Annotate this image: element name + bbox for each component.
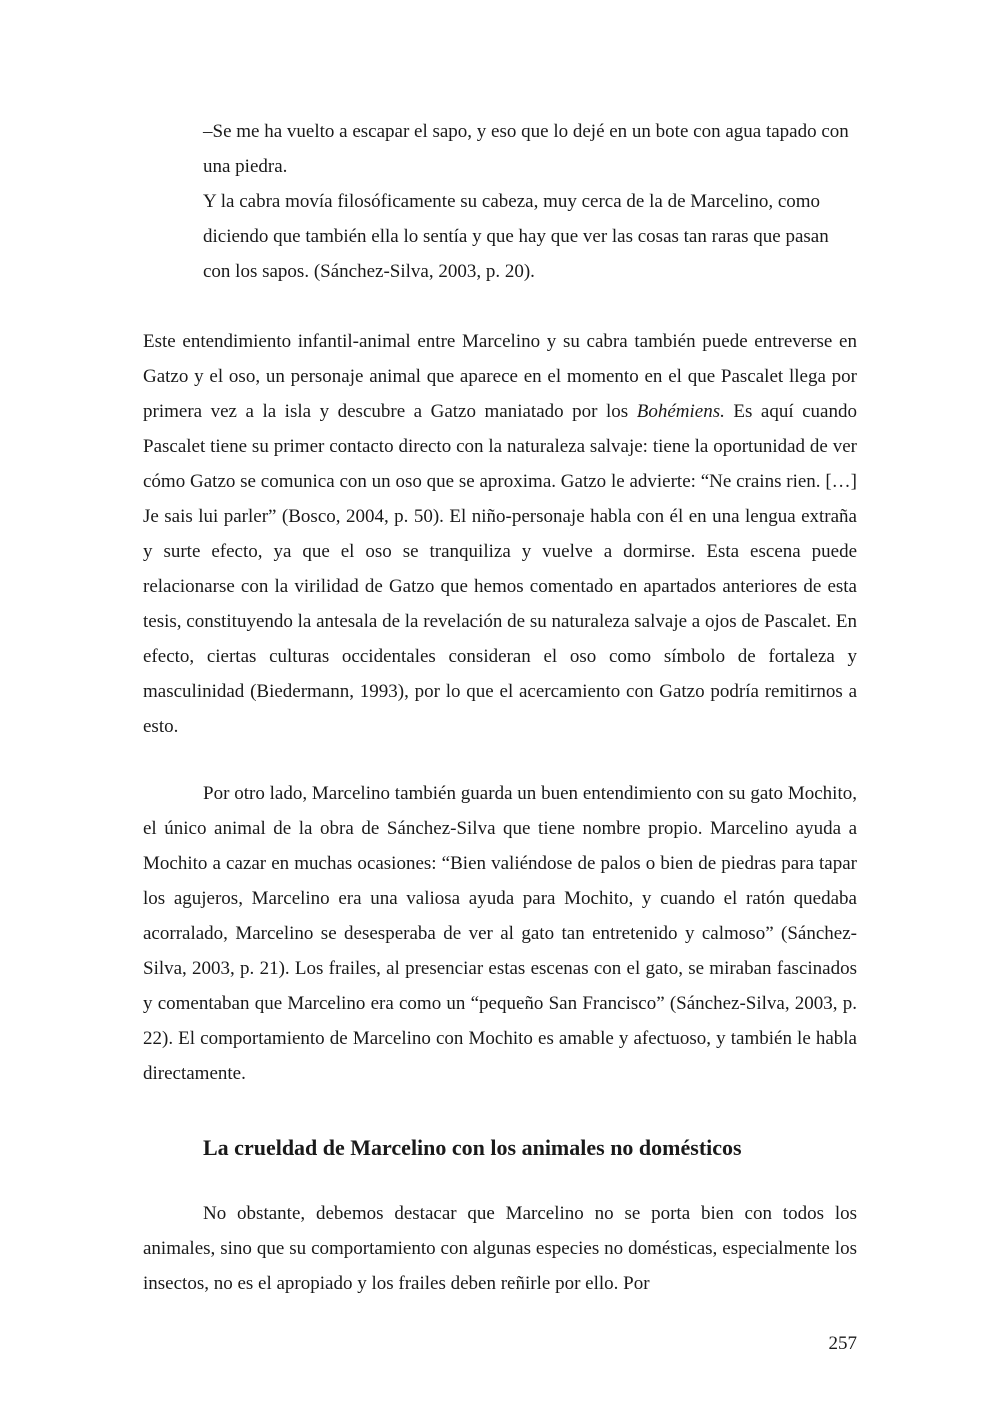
paragraph-gatzo-oso xyxy=(143,324,857,744)
paragraph-1-text-a: Este entendimiento infantil-animal entre Marcelino y su cabra también puede entreverse en Gatzo y el oso, un personaje animal que aparece en el momento en el que Pascalet llega por primera vez a la isla y descubre a Gatzo maniatado por los xyxy=(143,331,857,422)
italic-bohemiens: Bohémiens. xyxy=(636,401,725,422)
page-number: 257 xyxy=(828,1333,857,1354)
quote-line-dialogue: –Se me ha vuelto a escapar el sapo, y eso que lo dejé en un bote con agua tapado con una piedra. xyxy=(203,121,849,177)
section-heading: La crueldad de Marcelino con los animales no domésticos xyxy=(203,1135,742,1160)
paragraph-1-text-b: Es aquí cuando Pascalet tiene su primer contacto directo con la naturaleza salvaje: tiene la oportunidad de ver cómo Gatzo se comunica con un oso que se aproxima. Gatzo le advierte: “Ne crains rien. […] Je sais lui parler” (Bosco, 2004, p. 50). El niño-personaje habla con él en una lengua extraña y surte efecto, ya que el oso se tranquiliza y vuelve a dormirse. Esta escena puede relacionarse con la virilidad de Gatzo que hemos comentado en apartados anteriores de esta tesis, constituyendo la antesala de la revelación de su naturaleza salvaje a ojos de Pascalet. En efecto, ciertas culturas occidentales consideran el oso como símbolo de fortaleza y masculinidad (Biedermann, 1993), por lo que el acercamiento con Gatzo podría remitirnos a esto. xyxy=(143,401,857,737)
paragraph-insectos: No obstante, debemos destacar que Marcelino no se porta bien con todos los animales, sino que su comportamiento con algunas especies no domésticas, especialmente los insectos, no es el apropiado y los frailes deben reñirle por ello. Por xyxy=(143,1203,857,1294)
paragraph-mochito: Por otro lado, Marcelino también guarda un buen entendimiento con su gato Mochito, el único animal de la obra de Sánchez-Silva que tiene nombre propio. Marcelino ayuda a Mochito a cazar en muchas ocasiones: “Bien valiéndose de palos o bien de piedras para tapar los agujeros, Marcelino era una valiosa ayuda para Mochito, y cuando el ratón quedaba acorralado, Marcelino se desesperaba de ver al gato tan entretenido y calmoso” (Sánchez-Silva, 2003, p. 21). Los frailes, al presenciar estas escenas con el gato, se miraban fascinados y comentaban que Marcelino era como un “pequeño San Francisco” (Sánchez-Silva, 2003, p. 22). El comportamiento de Marcelino con Mochito es amable y afectuoso, y también le habla directamente. xyxy=(143,783,857,1084)
quote-line-narration: Y la cabra movía filosóficamente su cabeza, muy cerca de la de Marcelino, como diciendo que también ella lo sentía y que hay que ver las cosas tan raras que pasan con los sapos. (Sánchez-Silva, 2003, p. 20). xyxy=(203,191,829,282)
block-quote xyxy=(203,114,857,289)
